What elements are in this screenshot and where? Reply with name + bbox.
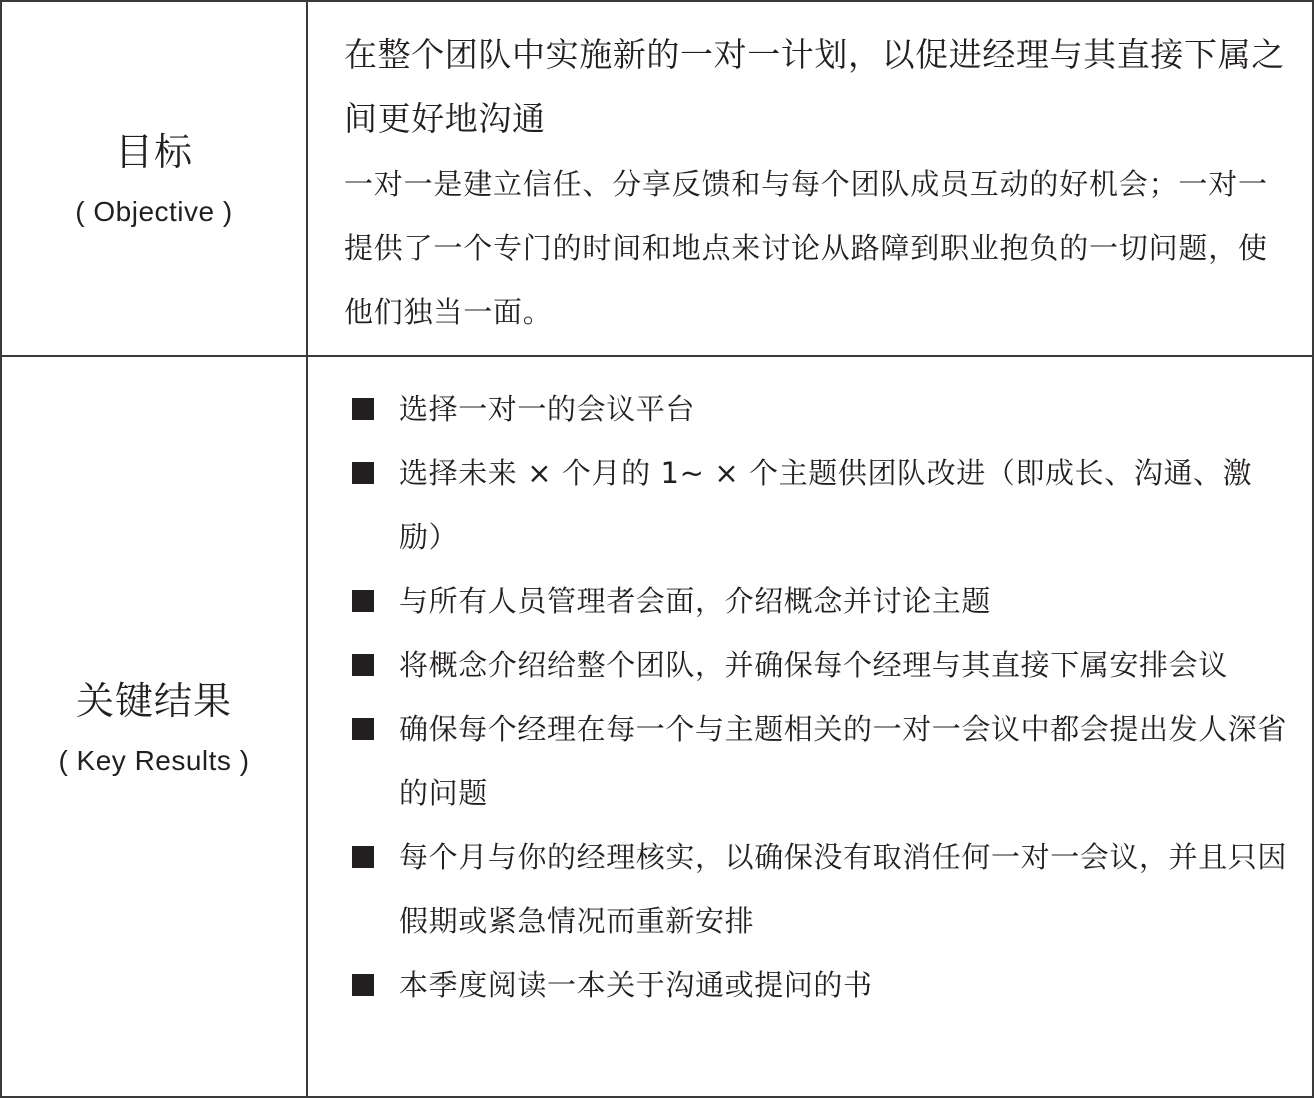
objective-label-cell	[2, 2, 308, 355]
key-result-text: 选择一对一的会议平台	[399, 392, 696, 426]
key-result-text: 选择未来 × 个月的 1~ × 个主题供团队改进（即成长、沟通、激励）	[399, 456, 1253, 554]
objective-description: 一对一是建立信任、分享反馈和与每个团队成员互动的好机会；一对一提供了一个专门的时间和地点来讨论从路障到职业抱负的一切问题，使他们独当一面。	[344, 167, 1268, 329]
objective-label: 目标	[114, 129, 193, 174]
objective-row	[2, 2, 1312, 357]
key-result-item	[348, 697, 1288, 825]
key-result-text: 将概念介绍给整个团队，并确保每个经理与其直接下属安排会议	[399, 648, 1228, 682]
key-result-text: 与所有人员管理者会面，介绍概念并讨论主题	[399, 584, 992, 618]
key-result-text: 本季度阅读一本关于沟通或提问的书	[399, 968, 873, 1002]
objective-label-en: ( Objective )	[75, 195, 233, 227]
key-result-item	[348, 569, 1288, 633]
key-results-row	[2, 357, 1312, 1098]
key-results-label-cell	[2, 357, 308, 1098]
key-results-list	[348, 377, 1288, 1017]
key-result-text: 确保每个经理在每一个与主题相关的一对一会议中都会提出发人深省的问题	[399, 712, 1288, 810]
key-result-item	[348, 441, 1288, 569]
square-bullet-icon	[352, 846, 374, 868]
square-bullet-icon	[352, 718, 374, 740]
square-bullet-icon	[352, 974, 374, 996]
key-result-item	[348, 953, 1288, 1017]
key-result-item	[348, 825, 1288, 953]
key-results-label: 关键结果	[75, 678, 232, 723]
key-result-item	[348, 377, 1288, 441]
objective-headline: 在整个团队中实施新的一对一计划，以促进经理与其直接下属之间更好地沟通	[344, 35, 1285, 138]
key-result-text: 每个月与你的经理核实，以确保没有取消任何一对一会议，并且只因假期或紧急情况而重新安排	[399, 840, 1288, 938]
objective-content-cell	[308, 2, 1312, 355]
key-result-item	[348, 633, 1288, 697]
square-bullet-icon	[352, 654, 374, 676]
key-results-content-cell	[308, 357, 1312, 1098]
square-bullet-icon	[352, 398, 374, 420]
square-bullet-icon	[352, 590, 374, 612]
square-bullet-icon	[352, 462, 374, 484]
key-results-label-en: ( Key Results )	[58, 744, 250, 776]
